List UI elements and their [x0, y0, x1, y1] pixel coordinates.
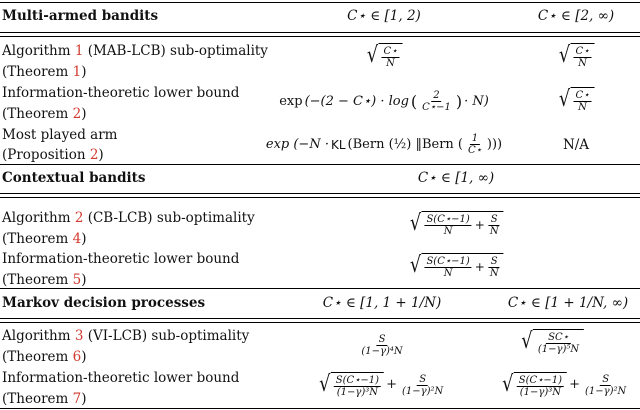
ref-link[interactable]: 2: [89, 147, 99, 163]
mab-r1c1-formula: √ $\frac{C⋆}{N}$: [366, 43, 403, 69]
mdp-r1c2-formula: √ $\frac{SC⋆}{\text{(1−γ)⁵N}}$: [520, 329, 584, 355]
mab-row1-label-line2: (Theorem 1): [2, 64, 87, 80]
mab-row2-label-line2: (Theorem 2): [2, 106, 87, 122]
cb-header-rule: [0, 193, 640, 194]
mab-row3-label-line2: (Proposition 2): [2, 147, 104, 163]
cb-end-rule: [0, 288, 640, 289]
mab-end-rule: [0, 164, 640, 165]
mab-row3-label-line1: Most played arm: [2, 127, 118, 143]
mab-r2c1-formula: exp (−(2 − C⋆) · log ( $\frac{2}{C⋆-1}$ ) · N): [279, 90, 489, 113]
mdp-row1-label-line1: Algorithm 3 (VI-LCB) sub-optimality: [2, 328, 250, 344]
mab-row2-label-line1: Information-theoretic lower bound: [2, 85, 240, 101]
mdp-col2-header: C⋆ ∈ [1 + 1/N, ∞): [507, 295, 629, 311]
top-rule: [0, 2, 640, 3]
section-title-cb: Contextual bandits: [2, 170, 146, 186]
cb-r1-formula: √ $\frac{S(C⋆-1)}{N}$ + $\frac{S}{N}$: [408, 211, 503, 237]
cb-row1-label-line2: (Theorem 4): [2, 231, 87, 247]
mab-r3c2-value: N/A: [562, 137, 590, 153]
ref-link[interactable]: 1: [72, 64, 82, 80]
cb-row1-label-line1: Algorithm 2 (CB-LCB) sub-optimality: [2, 210, 255, 226]
ref-link[interactable]: 6: [72, 349, 82, 365]
section-title-mab: Multi-armed bandits: [2, 8, 159, 24]
mdp-row1-label-line2: (Theorem 6): [2, 349, 87, 365]
mdp-r1c1-formula: $\frac{S}{\text{(1−γ)⁴N}}$: [361, 334, 403, 357]
cb-col-header: C⋆ ∈ [1, ∞): [417, 170, 495, 186]
cb-header-rule-2: [0, 197, 640, 198]
ref-link[interactable]: 4: [72, 231, 82, 247]
ref-link[interactable]: 2: [72, 106, 82, 122]
section-title-mdp: Markov decision processes: [2, 295, 206, 311]
mab-r3c1-formula: exp (−N · KL (Bern (½) ‖Bern ( $\frac{1}{C⋆}$ ))): [265, 133, 503, 156]
mab-row1-label-line1: Algorithm 1 (MAB-LCB) sub-optimality: [2, 43, 268, 59]
cb-row2-label-line1: Information-theoretic lower bound: [2, 251, 240, 267]
cb-r2-formula: √ $\frac{S(C⋆-1)}{N}$ + $\frac{S}{N}$: [408, 253, 503, 279]
mab-r1c2-formula: √ $\frac{C⋆}{N}$: [558, 43, 595, 69]
ref-link[interactable]: 3: [74, 328, 84, 344]
mab-col2-header: C⋆ ∈ [2, ∞): [537, 8, 615, 24]
ref-link[interactable]: 1: [74, 43, 84, 59]
mdp-r2c2-formula: √ $\frac{S(C⋆-1)}{\text{(1−γ)³N}}$ + $\frac{S}{\text{(1−γ)²N}}$: [502, 372, 627, 398]
mdp-r2c1-formula: √ $\frac{S(C⋆-1)}{\text{(1−γ)³N}}$ + $\frac{S}{\text{(1−γ)²N}}$: [319, 372, 444, 398]
cb-row2-label-line2: (Theorem 5): [2, 272, 87, 288]
ref-link[interactable]: 7: [72, 391, 82, 407]
ref-link[interactable]: 5: [72, 272, 82, 288]
ref-link[interactable]: 2: [74, 210, 84, 226]
mdp-row2-label-line1: Information-theoretic lower bound: [2, 370, 240, 386]
mdp-row2-label-line2: (Theorem 7): [2, 391, 87, 407]
bottom-rule: [0, 408, 640, 409]
mab-r2c2-formula: √ $\frac{C⋆}{N}$: [558, 87, 595, 113]
mdp-col1-header: C⋆ ∈ [1, 1 + 1/N): [322, 295, 442, 311]
mab-header-rule: [0, 32, 640, 33]
mdp-header-rule-2: [0, 322, 640, 323]
mab-col1-header: C⋆ ∈ [1, 2): [347, 8, 421, 24]
mdp-header-rule: [0, 318, 640, 319]
mab-header-rule-2: [0, 36, 640, 37]
